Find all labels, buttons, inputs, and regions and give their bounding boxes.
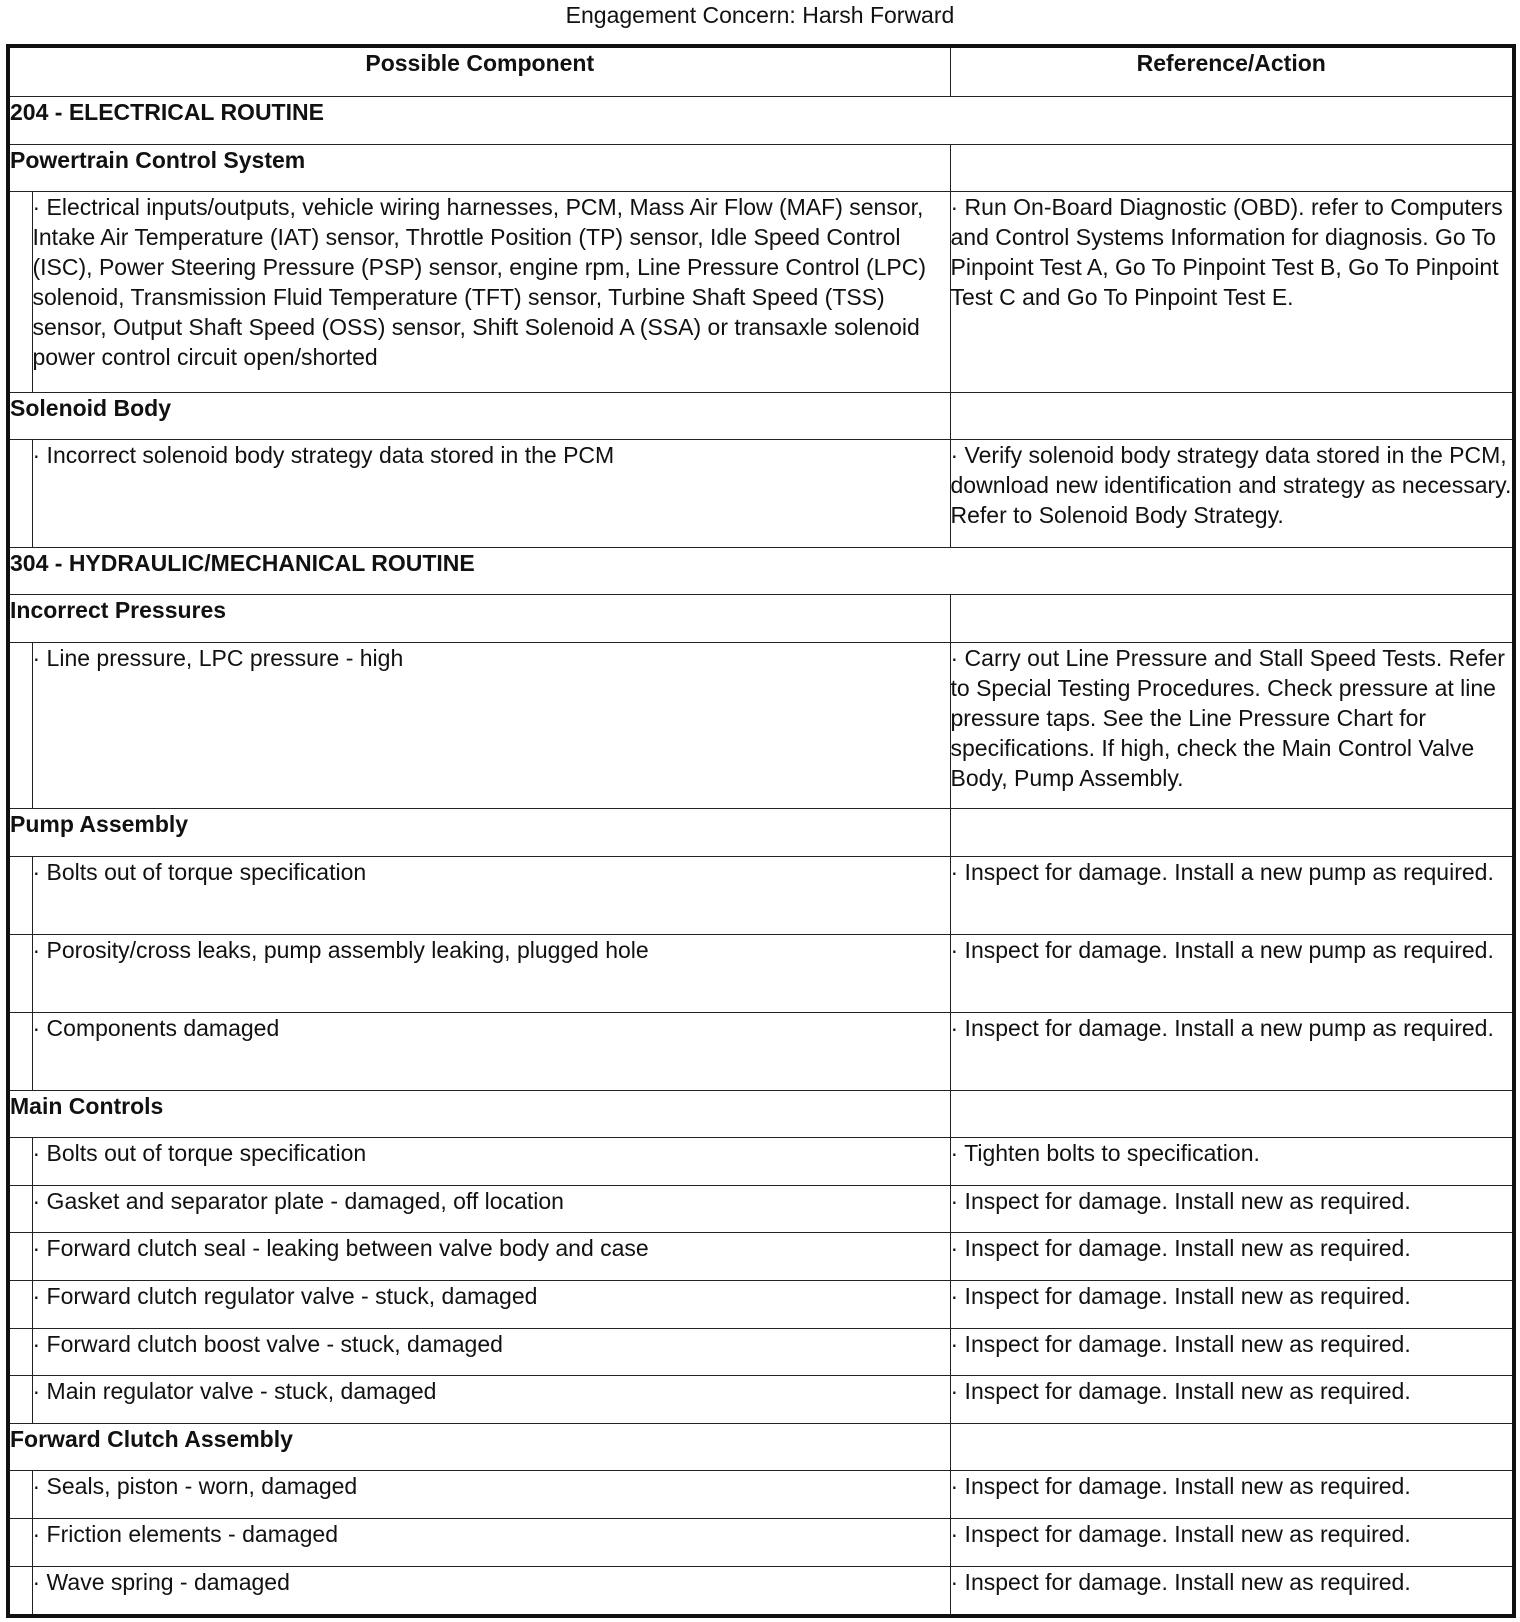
component-cell: · Porosity/cross leaks, pump assembly leaking, plugged hole xyxy=(32,934,950,1012)
page-title: Engagement Concern: Harsh Forward xyxy=(565,2,955,28)
diagnosis-table xyxy=(6,44,1516,1618)
column-header-reference: Reference/Action xyxy=(950,48,1512,97)
component-cell: · Seals, piston - worn, damaged xyxy=(32,1471,950,1519)
component-cell: · Friction elements - damaged xyxy=(32,1518,950,1566)
reference-action-cell: · Carry out Line Pressure and Stall Speed Tests. Refer to Special Testing Procedures. Check pressure at line pressure taps. See the Line Pressure Chart for specifications. If high, check the Main Control Valve Body, Pump Assembly. xyxy=(950,642,1512,808)
component-cell: · Forward clutch boost valve - stuck, damaged xyxy=(32,1328,950,1376)
table-row xyxy=(10,1471,1512,1519)
indent-cell xyxy=(10,856,32,934)
reference-action-cell: · Inspect for damage. Install a new pump as required. xyxy=(950,856,1512,934)
reference-action-cell: · Inspect for damage. Install new as required. xyxy=(950,1233,1512,1281)
group-reference-cell xyxy=(950,595,1512,643)
group-heading: Solenoid Body xyxy=(10,392,950,440)
group-row xyxy=(10,595,1512,643)
group-heading: Pump Assembly xyxy=(10,809,950,857)
component-cell: · Bolts out of torque specification xyxy=(32,856,950,934)
group-heading: Main Controls xyxy=(10,1090,950,1138)
table-row xyxy=(10,1012,1512,1090)
table-row xyxy=(10,642,1512,808)
table-row xyxy=(10,1138,1512,1186)
group-reference-cell xyxy=(950,1423,1512,1471)
component-cell: · Wave spring - damaged xyxy=(32,1566,950,1614)
component-cell: · Forward clutch regulator valve - stuck, damaged xyxy=(32,1281,950,1329)
indent-cell xyxy=(10,1281,32,1329)
group-row xyxy=(10,809,1512,857)
routine-heading: 304 - HYDRAULIC/MECHANICAL ROUTINE xyxy=(10,547,1512,595)
component-cell: · Electrical inputs/outputs, vehicle wiring harnesses, PCM, Mass Air Flow (MAF) sensor, Intake Air Temperature (IAT) sensor, Throttle Position (TP) sensor, Idle Speed Control (ISC), Power Steering Pressure (PSP) sensor, engine rpm, Line Pressure Control (LPC) solenoid, Transmission Fluid Temperature (TFT) sensor, Turbine Shaft Speed (TSS) sensor, Output Shaft Speed (OSS) sensor, Shift Solenoid A (SSA) or transaxle solenoid power control circuit open/shorted xyxy=(32,192,950,393)
indent-cell xyxy=(10,1566,32,1614)
reference-action-cell: · Inspect for damage. Install new as required. xyxy=(950,1566,1512,1614)
indent-cell xyxy=(10,1328,32,1376)
reference-action-cell: · Inspect for damage. Install a new pump as required. xyxy=(950,1012,1512,1090)
reference-action-cell: · Inspect for damage. Install new as required. xyxy=(950,1328,1512,1376)
component-cell: · Forward clutch seal - leaking between valve body and case xyxy=(32,1233,950,1281)
reference-action-cell: · Inspect for damage. Install a new pump as required. xyxy=(950,934,1512,1012)
table-row xyxy=(10,1566,1512,1614)
table-row xyxy=(10,856,1512,934)
table-row xyxy=(10,1233,1512,1281)
component-cell: · Main regulator valve - stuck, damaged xyxy=(32,1376,950,1424)
group-row xyxy=(10,1423,1512,1471)
routine-heading: 204 - ELECTRICAL ROUTINE xyxy=(10,97,1512,145)
indent-cell xyxy=(10,192,32,393)
group-heading: Powertrain Control System xyxy=(10,144,950,192)
table-row xyxy=(10,934,1512,1012)
component-cell: · Components damaged xyxy=(32,1012,950,1090)
reference-action-cell: · Inspect for damage. Install new as required. xyxy=(950,1281,1512,1329)
component-cell: · Incorrect solenoid body strategy data stored in the PCM xyxy=(32,440,950,547)
reference-action-cell: · Tighten bolts to specification. xyxy=(950,1138,1512,1186)
reference-action-cell: · Inspect for damage. Install new as required. xyxy=(950,1471,1512,1519)
group-reference-cell xyxy=(950,144,1512,192)
group-heading: Forward Clutch Assembly xyxy=(10,1423,950,1471)
routine-row xyxy=(10,547,1512,595)
indent-cell xyxy=(10,1138,32,1186)
indent-cell xyxy=(10,1012,32,1090)
group-row xyxy=(10,1090,1512,1138)
reference-action-cell: · Inspect for damage. Install new as required. xyxy=(950,1518,1512,1566)
indent-cell xyxy=(10,1518,32,1566)
reference-action-cell: · Verify solenoid body strategy data stored in the PCM, download new identification and strategy as necessary. Refer to Solenoid Body Strategy. xyxy=(950,440,1512,547)
group-row xyxy=(10,144,1512,192)
reference-action-cell: · Run On-Board Diagnostic (OBD). refer to Computers and Control Systems Information for diagnosis. Go To Pinpoint Test A, Go To Pinpoint Test B, Go To Pinpoint Test C and Go To Pinpoint Test E. xyxy=(950,192,1512,393)
table-row xyxy=(10,1185,1512,1233)
group-heading: Incorrect Pressures xyxy=(10,595,950,643)
table-header-row xyxy=(10,48,1512,97)
column-header-component: Possible Component xyxy=(10,48,950,97)
table-row xyxy=(10,1376,1512,1424)
indent-cell xyxy=(10,1233,32,1281)
indent-cell xyxy=(10,440,32,547)
indent-cell xyxy=(10,1376,32,1424)
group-row xyxy=(10,392,1512,440)
indent-cell xyxy=(10,1185,32,1233)
group-reference-cell xyxy=(950,1090,1512,1138)
table-row xyxy=(10,1328,1512,1376)
group-reference-cell xyxy=(950,392,1512,440)
indent-cell xyxy=(10,1471,32,1519)
component-cell: · Gasket and separator plate - damaged, off location xyxy=(32,1185,950,1233)
table-row xyxy=(10,440,1512,547)
reference-action-cell: · Inspect for damage. Install new as required. xyxy=(950,1376,1512,1424)
reference-action-cell: · Inspect for damage. Install new as required. xyxy=(950,1185,1512,1233)
group-reference-cell xyxy=(950,809,1512,857)
table-row xyxy=(10,192,1512,393)
indent-cell xyxy=(10,642,32,808)
routine-row xyxy=(10,97,1512,145)
component-cell: · Bolts out of torque specification xyxy=(32,1138,950,1186)
table-row xyxy=(10,1518,1512,1566)
component-cell: · Line pressure, LPC pressure - high xyxy=(32,642,950,808)
indent-cell xyxy=(10,934,32,1012)
table-row xyxy=(10,1281,1512,1329)
